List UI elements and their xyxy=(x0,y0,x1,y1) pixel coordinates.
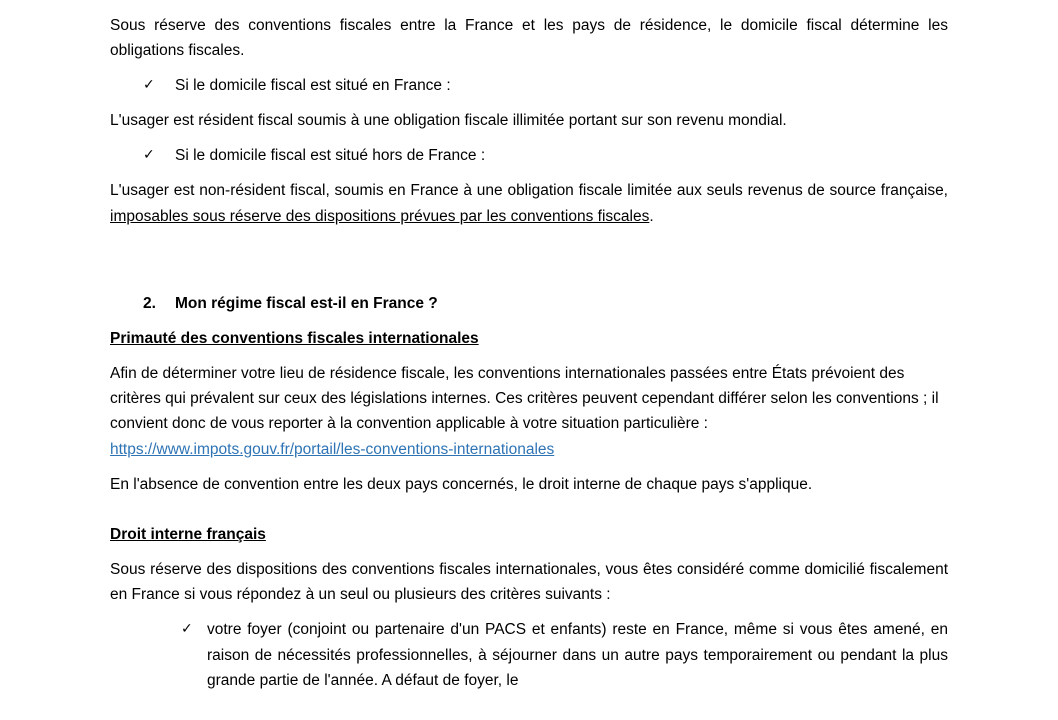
conventions-paragraph xyxy=(110,361,948,462)
section-2-number: 2. xyxy=(143,294,156,312)
resident-paragraph: L'usager est résident fiscal soumis à une obligation fiscale illimitée portant sur son revenu mondial. xyxy=(110,112,787,130)
subheading-primaute-conventions: Primauté des conventions fiscales internationales xyxy=(110,329,479,347)
nonresident-paragraph-plain: L'usager est non-résident fiscal, soumis en France à une obligation fiscale limitée aux seuls revenus de source française, xyxy=(110,182,948,200)
bullet-domicile-in-france-label: Si le domicile fiscal est situé en France : xyxy=(175,77,451,95)
section-2-heading xyxy=(110,291,948,316)
nonresident-paragraph-suffix: . xyxy=(649,207,654,225)
subheading-droit-interne: Droit interne français xyxy=(110,525,266,543)
conventions-internationales-link[interactable]: https://www.impots.gouv.fr/portail/les-conventions-internationales xyxy=(110,440,555,458)
bullet-domicile-out-of-france xyxy=(110,143,948,168)
absence-convention-paragraph: En l'absence de convention entre les deux pays concernés, le droit interne de chaque pays s'applique. xyxy=(110,475,813,493)
bullet-domicile-out-of-france-label: Si le domicile fiscal est situé hors de France : xyxy=(175,147,486,165)
nonresident-paragraph-underlined: imposables sous réserve des dispositions prévues par les conventions fiscales xyxy=(110,207,650,225)
bullet-foyer-label: votre foyer (conjoint ou partenaire d'un PACS et enfants) reste en France, même si vous êtes amené, en raison de nécessités professionnelles, à séjourner dans un autre pays temporairement ou pendant la plus grande partie de l'année. A défaut de foyer, le xyxy=(207,621,948,689)
bullet-domicile-in-france xyxy=(110,73,948,98)
intro-paragraph: Sous réserve des conventions fiscales entre la France et les pays de résidence, le domicile fiscal détermine les obligations fiscales. xyxy=(110,17,948,60)
droit-interne-paragraph: Sous réserve des dispositions des conventions fiscales internationales, vous êtes considéré comme domicilié fiscalement en France si vous répondez à un seul ou plusieurs des critères suivants : xyxy=(110,560,948,604)
checkmark-icon: ✓ xyxy=(143,147,155,164)
conventions-paragraph-text: Afin de déterminer votre lieu de résidence fiscale, les conventions internationales passées entre États prévoient des critères qui prévalent sur ceux des législations internes. Ces critères peuvent cependant différer selon les conventions ; il convient donc de vous reporter à la convention applicable à votre situation particulière : xyxy=(110,364,939,433)
checkmark-icon: ✓ xyxy=(143,77,155,94)
checkmark-icon: ✓ xyxy=(181,621,193,638)
nonresident-paragraph xyxy=(110,178,948,229)
section-2-title: Mon régime fiscal est-il en France ? xyxy=(175,294,438,312)
bullet-foyer xyxy=(110,617,948,693)
